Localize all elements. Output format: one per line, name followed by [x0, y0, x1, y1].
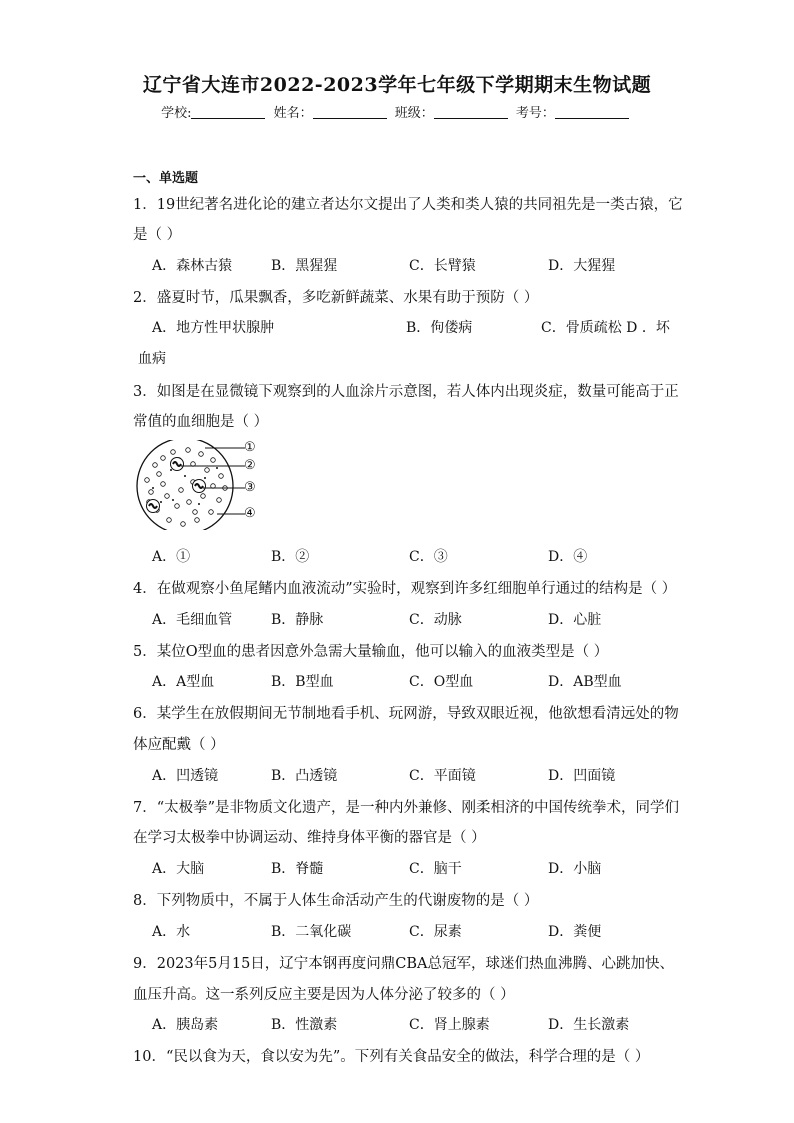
q8-option-b[interactable]: B．二氧化碳: [271, 924, 352, 940]
q7-option-a[interactable]: A．大脑: [152, 861, 205, 877]
student-info-row: [0, 102, 794, 121]
school-label: 学校:: [161, 106, 192, 121]
question-8-line-1: 8．下列物质中，不属于人体生命活动产生的代谢废物的是（ ）: [133, 893, 539, 909]
q4-option-d[interactable]: D．心脏: [548, 612, 602, 628]
q7-option-b[interactable]: B．脊髓: [271, 861, 324, 877]
question-3-line-2: 常值的血细胞是（ ）: [133, 414, 269, 430]
q7-option-c[interactable]: C．脑干: [409, 861, 462, 877]
q4-option-b[interactable]: B．静脉: [271, 612, 324, 628]
q1-option-b[interactable]: B．黑猩猩: [271, 258, 338, 274]
field-of-view-circle: [137, 440, 233, 530]
q1-option-a[interactable]: A．森林古猿: [152, 258, 233, 274]
question-5-line-1: 5．某位O型血的患者因意外急需大量输血，他可以输入的血液类型是（ ）: [133, 644, 609, 660]
q3-option-d[interactable]: D．④: [548, 549, 588, 565]
question-9-line-1: 9．2023年5月15日，辽宁本钢再度问鼎CBA总冠军，球迷们热血沸腾、心跳加快、: [133, 956, 675, 972]
q8-option-d[interactable]: D．粪便: [548, 924, 602, 940]
class-blank[interactable]: [434, 105, 508, 119]
name-blank[interactable]: [313, 105, 387, 119]
q9-option-a[interactable]: A．胰岛素: [152, 1017, 219, 1033]
q4-option-a[interactable]: A．毛细血管: [152, 612, 233, 628]
q2-option-a[interactable]: A．地方性甲状腺肿: [152, 320, 275, 336]
question-3-line-1: 3．如图是在显微镜下观察到的人血涂片示意图，若人体内出现炎症，数量可能高于正: [133, 384, 679, 400]
q1-option-c[interactable]: C．长臂猿: [409, 258, 476, 274]
q5-option-d[interactable]: D．AB型血: [548, 674, 622, 690]
figure-label-1: ①: [244, 440, 256, 455]
question-7-line-2: 在学习太极拳中协调运动、维持身体平衡的器官是（ ）: [133, 830, 486, 846]
q3-option-b[interactable]: B．②: [271, 549, 310, 565]
class-label: 班级：: [394, 106, 434, 121]
q2-option-c-d[interactable]: C．骨质疏松 D ．坏: [541, 320, 670, 336]
q6-option-b[interactable]: B．凸透镜: [271, 768, 338, 784]
question-6-line-1: 6．某学生在放假期间无节制地看手机、玩网游，导致双眼近视，他欲想看清远处的物: [133, 706, 679, 722]
q3-option-a[interactable]: A．①: [152, 549, 191, 565]
q6-option-d[interactable]: D．凹面镜: [548, 768, 616, 784]
question-1-line-1: 1．19世纪著名进化论的建立者达尔文提出了人类和类人猿的共同祖先是一类古猿，它: [133, 197, 683, 213]
figure-label-4: ④: [244, 506, 256, 521]
q9-option-d[interactable]: D．生长激素: [548, 1017, 630, 1033]
question-7-line-1: 7．“太极拳”是非物质文化遗产，是一种内外兼修、刚柔相济的中国传统拳术，同学们: [133, 800, 680, 816]
q9-option-b[interactable]: B．性激素: [271, 1017, 338, 1033]
question-6-line-2: 体应配戴（ ）: [133, 737, 225, 753]
q3-option-c[interactable]: C．③: [409, 549, 448, 565]
q6-option-c[interactable]: C．平面镜: [409, 768, 476, 784]
q5-option-a[interactable]: A．A型血: [152, 674, 215, 690]
q6-option-a[interactable]: A．凹透镜: [152, 768, 219, 784]
school-blank[interactable]: [191, 105, 265, 119]
exam-number-label: 考号：: [515, 106, 555, 121]
q5-option-b[interactable]: B．B型血: [271, 674, 334, 690]
question-1-line-2: 是（ ）: [133, 227, 182, 243]
q8-option-a[interactable]: A．水: [152, 924, 191, 940]
section-heading: 一、单选题: [133, 171, 199, 186]
question-4-line-1: 4．在做观察小鱼尾鳍内血液流动”实验时，观察到许多红细胞单行通过的结构是（ ）: [133, 581, 677, 597]
q5-option-c[interactable]: C．O型血: [409, 674, 474, 690]
figure-label-3: ③: [244, 480, 256, 495]
figure-label-2: ②: [244, 458, 256, 473]
red-blood-cells: [145, 448, 228, 527]
q8-option-c[interactable]: C．尿素: [409, 924, 462, 940]
q2-option-b[interactable]: B．佝偻病: [406, 320, 473, 336]
name-label: 姓名：: [273, 106, 313, 121]
question-9-line-2: 血压升高。这一系列反应主要是因为人体分泌了较多的（ ）: [133, 987, 515, 1003]
q7-option-d[interactable]: D．小脑: [548, 861, 602, 877]
question-2-line-1: 2．盛夏时节，瓜果飘香，多吃新鲜蔬菜、水果有助于预防（ ）: [133, 290, 539, 306]
q9-option-c[interactable]: C．肾上腺素: [409, 1017, 490, 1033]
page-title: 辽宁省大连市2022-2023学年七年级下学期期末生物试题: [142, 74, 652, 96]
question-10-line-1: 10．“民以食为天，食以安为先”。下列有关食品安全的做法，科学合理的是（ ）: [133, 1049, 650, 1065]
exam-number-blank[interactable]: [555, 105, 629, 119]
q1-option-d[interactable]: D．大猩猩: [548, 258, 616, 274]
q2-option-d-continued: 血病: [138, 351, 166, 367]
q4-option-c[interactable]: C．动脉: [409, 612, 462, 628]
